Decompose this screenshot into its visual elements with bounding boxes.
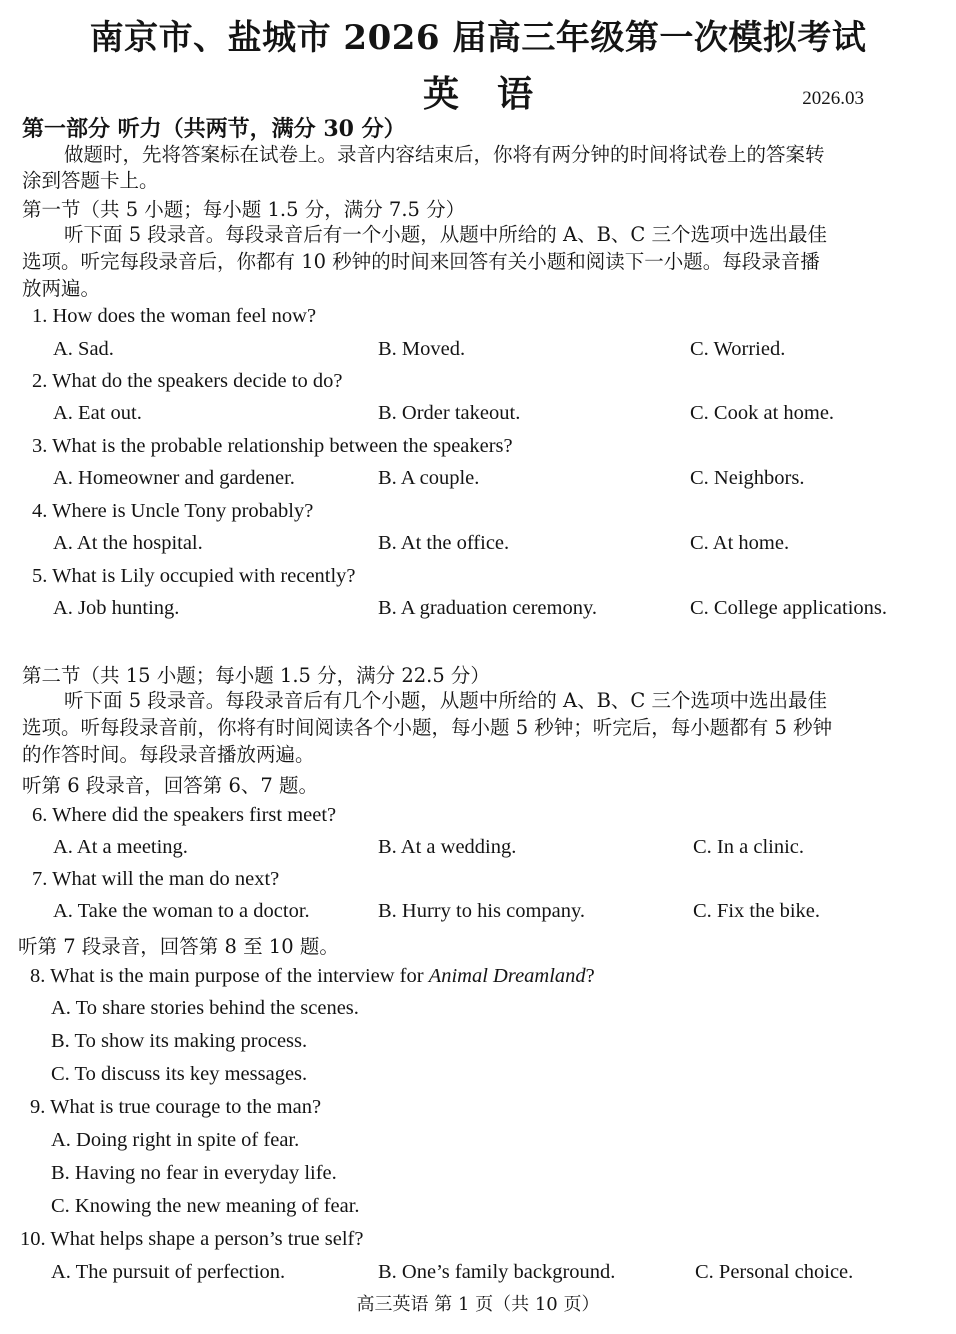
section2-instructions-line2: 选项。听每段录音前，你将有时间阅读各个小题，每小题 5 秒钟；听完后，每小题都有 5 秒钟	[22, 716, 833, 739]
q3-option-a: A. Homeowner and gardener.	[53, 467, 295, 489]
section2-instructions-line1: 听下面 5 段录音。每段录音后有几个小题，从题中所给的 A、B、C 三个选项中选出最佳	[64, 689, 828, 712]
q10-option-a: A. The pursuit of perfection.	[51, 1261, 286, 1283]
q1-option-c: C. Worried.	[690, 338, 786, 360]
question-3: 3. What is the probable relationship between the speakers?	[32, 435, 513, 457]
q9-option-c: C. Knowing the new meaning of fear.	[51, 1195, 360, 1217]
q6-option-c: C. In a clinic.	[693, 836, 805, 858]
q9-option-a: A. Doing right in spite of fear.	[51, 1129, 300, 1151]
question-2: 2. What do the speakers decide to do?	[32, 370, 343, 392]
q7-option-c: C. Fix the bike.	[693, 900, 820, 922]
section2-instructions-line3: 的作答时间。每段录音播放两遍。	[22, 743, 315, 766]
q8-option-c: C. To discuss its key messages.	[51, 1063, 308, 1085]
q5-option-c: C. College applications.	[690, 597, 887, 619]
q10-option-c: C. Personal choice.	[695, 1261, 854, 1283]
section1-instructions-line1: 听下面 5 段录音。每段录音后有一个小题，从题中所给的 A、B、C 三个选项中选出最佳	[64, 223, 828, 246]
question-5: 5. What is Lily occupied with recently?	[32, 565, 356, 587]
part1-intro-line1: 做题时，先将答案标在试卷上。录音内容结束后，你将有两分钟的时间将试卷上的答案转	[64, 143, 825, 166]
question-9: 9. What is true courage to the man?	[30, 1096, 322, 1118]
page-footer: 高三英语 第 1 页（共 10 页）	[356, 1294, 600, 1315]
q9-option-b: B. Having no fear in everyday life.	[51, 1162, 337, 1184]
q5-option-b: B. A graduation ceremony.	[378, 597, 597, 619]
question-7: 7. What will the man do next?	[32, 868, 280, 890]
q8-option-a: A. To share stories behind the scenes.	[51, 997, 359, 1019]
part1-intro-line2: 涂到答题卡上。	[22, 169, 159, 192]
part1-heading: 第一部分 听力（共两节，满分 30 分）	[22, 116, 406, 142]
q6-option-a: A. At a meeting.	[53, 836, 188, 858]
question-6: 6. Where did the speakers first meet?	[32, 804, 337, 826]
section2-heading: 第二节（共 15 小题；每小题 1.5 分，满分 22.5 分）	[22, 664, 490, 687]
exam-title: 南京市、盐城市 2026 届高三年级第一次模拟考试	[89, 18, 867, 58]
q1-option-a: A. Sad.	[53, 338, 114, 360]
q7-option-a: A. Take the woman to a doctor.	[53, 900, 310, 922]
q4-option-c: C. At home.	[690, 532, 790, 554]
q1-option-b: B. Moved.	[378, 338, 466, 360]
exam-date: 2026.03	[802, 88, 864, 109]
q10-option-b: B. One’s family background.	[378, 1261, 616, 1283]
section1-heading: 第一节（共 5 小题；每小题 1.5 分，满分 7.5 分）	[22, 198, 466, 221]
question-1: 1. How does the woman feel now?	[32, 305, 317, 327]
q4-option-b: B. At the office.	[378, 532, 510, 554]
q2-option-a: A. Eat out.	[53, 402, 142, 424]
passage-7-instruction: 听第 7 段录音，回答第 8 至 10 题。	[18, 935, 339, 958]
q7-option-b: B. Hurry to his company.	[378, 900, 586, 922]
section1-instructions-line2: 选项。听完每段录音后，你都有 10 秒钟的时间来回答有关小题和阅读下一小题。每段录音播	[22, 250, 820, 273]
question-10: 10. What helps shape a person’s true self?	[20, 1228, 364, 1250]
q3-option-c: C. Neighbors.	[690, 467, 805, 489]
question-8: 8. What is the main purpose of the interview for Animal Dreamland?	[30, 965, 595, 987]
q4-option-a: A. At the hospital.	[53, 532, 203, 554]
q2-option-c: C. Cook at home.	[690, 402, 835, 424]
q5-option-a: A. Job hunting.	[53, 597, 180, 619]
question-4: 4. Where is Uncle Tony probably?	[32, 500, 314, 522]
subject-title: 英语	[422, 73, 571, 115]
passage-6-instruction: 听第 6 段录音，回答第 6、7 题。	[22, 774, 319, 797]
section1-instructions-line3: 放两遍。	[22, 277, 101, 300]
q6-option-b: B. At a wedding.	[378, 836, 517, 858]
q2-option-b: B. Order takeout.	[378, 402, 521, 424]
film-title: Animal Dreamland	[428, 965, 586, 987]
q8-option-b: B. To show its making process.	[51, 1030, 308, 1052]
q3-option-b: B. A couple.	[378, 467, 480, 489]
